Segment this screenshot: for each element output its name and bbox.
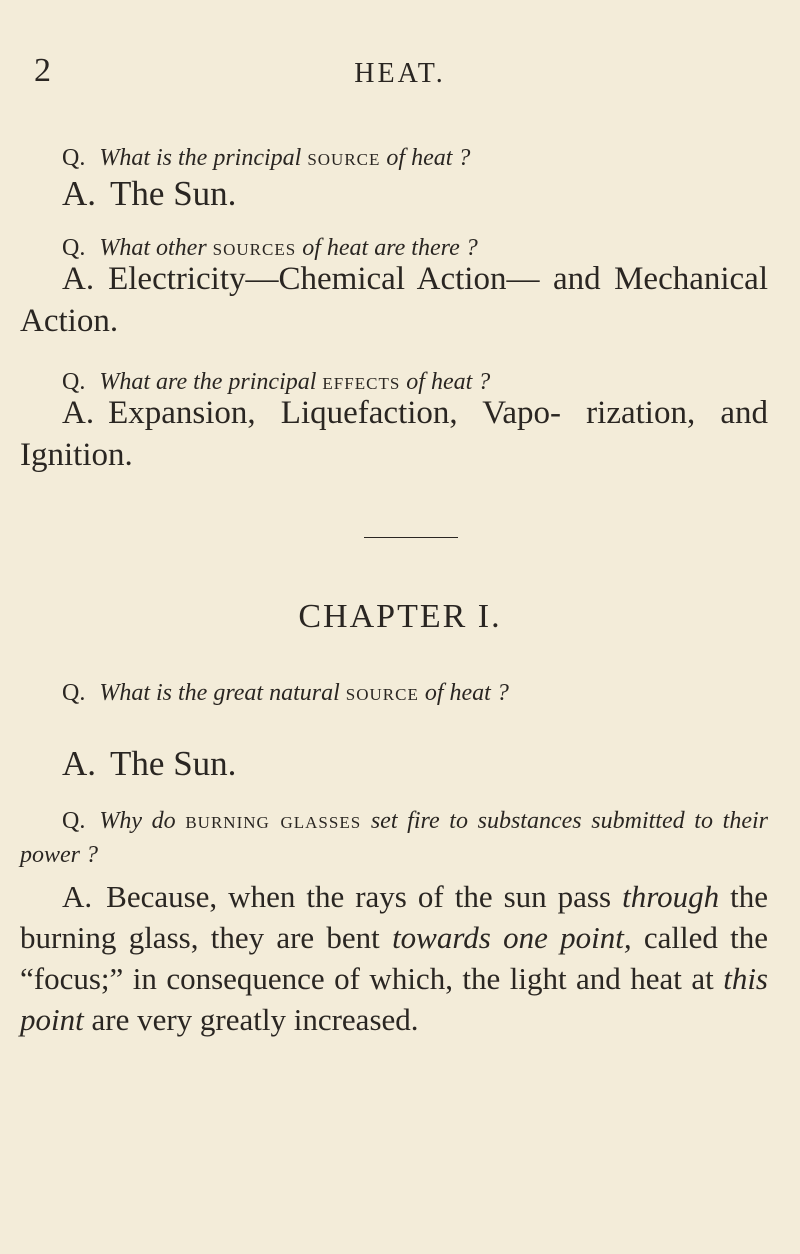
question-label: Q.	[62, 808, 86, 834]
answer-2: A. Electricity—Chemical Action— and Mechanical Action.	[20, 261, 768, 339]
chapter-heading: CHAPTER I.	[298, 598, 502, 635]
chapter-answer-2: A. Because, when the rays of the sun pass through the burning glass, they are bent towards one point, called the “focus;” in consequence of which, the light and heat at this point are very greatly increased.	[20, 879, 768, 1037]
answer-label: A.	[62, 174, 97, 213]
answer-label: A.	[62, 744, 97, 783]
question-label: Q.	[62, 235, 86, 261]
section-divider	[364, 537, 458, 538]
question-label: Q.	[62, 369, 86, 395]
chapter-question-2: Q. Why do burning glasses set fire to substances submitted to their power ?	[20, 808, 768, 868]
question-1: Q. What is the principal source of heat ?	[62, 145, 471, 171]
question-3: Q. What are the principal effects of heat ?	[62, 369, 491, 395]
question-label: Q.	[62, 145, 86, 171]
running-title: HEAT.	[354, 58, 446, 89]
chapter-question-1: Q. What is the great natural source of heat ?	[62, 680, 509, 706]
answer-label: A.	[62, 261, 95, 297]
answer-3: A. Expansion, Liquefaction, Vapo- rization, and Ignition.	[20, 395, 768, 473]
answer-label: A.	[62, 879, 93, 914]
chapter-answer-1: A. The Sun.	[62, 744, 237, 783]
question-label: Q.	[62, 680, 86, 706]
page-number: 2	[34, 52, 51, 89]
answer-label: A.	[62, 395, 95, 431]
answer-1: A. The Sun.	[62, 174, 237, 213]
question-2: Q. What other sources of heat are there ?	[62, 235, 478, 261]
